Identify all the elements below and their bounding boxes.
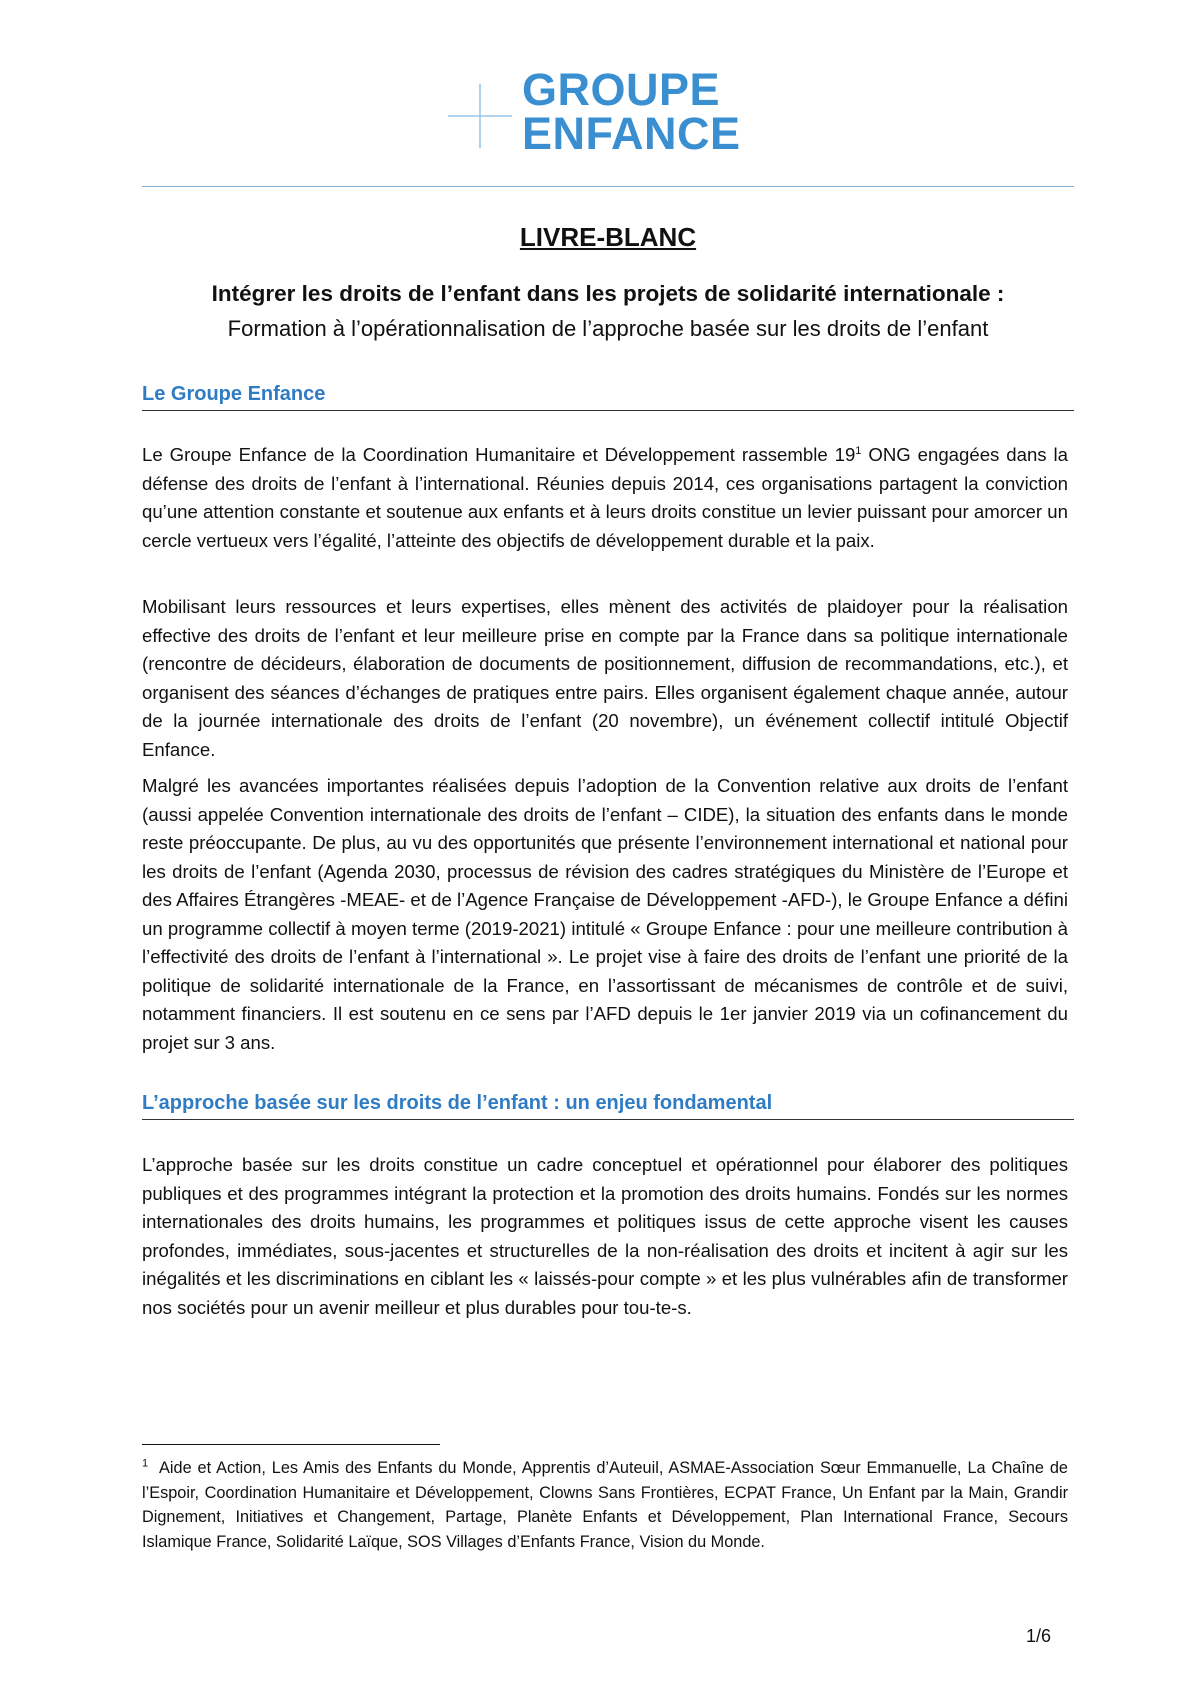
paragraph-intro-text-b: ONG engagées dans la défense des droits de l’enfant à l’international. Réunies depuis 2014, ces organisations partagent la conviction qu’une attention constante et soutenue aux enfants et à leurs droits constitue un levier puissant pour amorcer un cercle vertueux vers l’égalité, l’atteinte des objectifs de développement durable et la paix.	[142, 444, 1068, 551]
logo-line-1: GROUPE	[522, 64, 721, 115]
logo-wordmark	[522, 64, 741, 159]
header-divider	[142, 186, 1074, 187]
footnote-divider	[142, 1444, 440, 1445]
cross-icon	[448, 84, 512, 148]
section-heading-groupe-enfance: Le Groupe Enfance	[142, 383, 1074, 411]
document-title: LIVRE-BLANC	[519, 222, 697, 252]
paragraph-context: Malgré les avancées importantes réalisées depuis l’adoption de la Convention relative aux droits de l’enfant (aussi appelée Convention internationale des droits de l’enfant – CIDE), la situation des enfants dans le monde reste préoccupante. De plus, au vu des opportunités que présente l’environnement international et national pour les droits de l’enfant (Agenda 2030, processus de révision des cadres stratégiques du Ministère de l’Europe et des Affaires Étrangères -MEAE- et de l’Agence Française de Développement -AFD-), le Groupe Enfance a défini un programme collectif à moyen terme (2019-2021) intitulé « Groupe Enfance : pour une meilleure contribution à l’effectivité des droits de l’enfant à l’international ». Le projet vise à faire des droits de l’enfant une priorité de la politique de solidarité internationale de la France, en l’assortissant de mécanismes de contrôle et de suivi, notamment financiers. Il est soutenu en ce sens par l’AFD depuis le 1er janvier 2019 via un cofinancement du projet sur 3 ans.	[142, 775, 1068, 1053]
paragraph-intro-text-a: Le Groupe Enfance de la Coordination Humanitaire et Développement rassemble 19	[142, 444, 856, 465]
page-number: 1/6	[1026, 1626, 1052, 1646]
document-subtitle-secondary: Formation à l’opérationnalisation de l’approche basée sur les droits de l’enfant	[227, 316, 989, 341]
paragraph-approche: L’approche basée sur les droits constitue un cadre conceptuel et opérationnel pour élaborer des politiques publiques et des programmes intégrant la protection et la promotion des droits humains. Fondés sur les normes internationales des droits humains, les programmes et politiques issus de cette approche visent les causes profondes, immédiates, sous-jacentes et structurelles de la non-réalisation des droits et incitent à agir sur les inégalités et les discriminations en ciblant les « laissés-pour compte » et les plus vulnérables afin de transformer nos sociétés pour un avenir meilleur et plus durables pour tou-te-s.	[142, 1154, 1068, 1318]
footnote-marker: 1	[142, 1457, 149, 1470]
groupe-enfance-logo	[448, 66, 768, 166]
footnote-text: Aide et Action, Les Amis des Enfants du Monde, Apprentis d’Auteuil, ASMAE-Association Sœur Emmanuelle, La Chaîne de l’Espoir, Coordination Humanitaire et Développement, Clowns Sans Frontières, ECPAT France, Un Enfant par la Main, Grandir Dignement, Initiatives et Changement, Partage, Planète Enfants et Développement, Plan International France, Secours Islamique France, Solidarité Laïque, SOS Villages d’Enfants France, Vision du Monde.	[142, 1459, 1068, 1551]
document-subtitle: Intégrer les droits de l’enfant dans les projets de solidarité internationale :	[211, 281, 1005, 306]
footnote	[142, 1456, 1068, 1554]
logo-line-2: ENFANCE	[522, 108, 741, 159]
footnote-reference[interactable]: 1	[855, 444, 862, 457]
paragraph-activities: Mobilisant leurs ressources et leurs expertises, elles mènent des activités de plaidoyer pour la réalisation effective des droits de l’enfant et leur meilleure prise en compte par la France dans sa politique internationale (rencontre de décideurs, élaboration de documents de positionnement, diffusion de recommandations, etc.), et organisent des séances d’échanges de pratiques entre pairs. Elles organisent également chaque année, autour de la journée internationale des droits de l’enfant (20 novembre), un événement collectif intitulé Objectif Enfance.	[142, 596, 1068, 760]
paragraph-intro	[142, 441, 1068, 555]
section-heading-approche: L’approche basée sur les droits de l’enfant : un enjeu fondamental	[142, 1092, 1074, 1120]
